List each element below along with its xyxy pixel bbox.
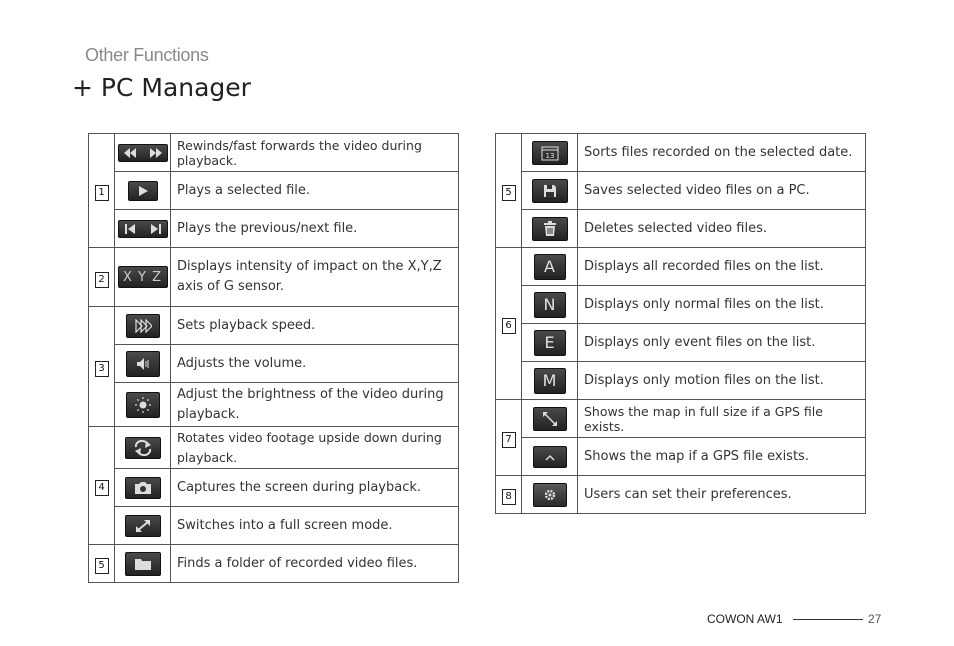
row-description: Users can set their preferences. [578, 476, 866, 514]
camera-icon [125, 477, 161, 499]
row-description: Displays only normal files on the list. [578, 286, 866, 324]
table-row [496, 400, 866, 438]
row-description: Adjust the brightness of the video during playback. [171, 383, 459, 427]
group-number: 5 [496, 134, 522, 248]
row-description: Rotates video footage upside down during playback. [171, 427, 459, 469]
table-row [89, 172, 459, 210]
row-description: Displays only event files on the list. [578, 324, 866, 362]
table-row [496, 438, 866, 476]
rotate-icon [125, 437, 161, 459]
table-row [89, 345, 459, 383]
section-label: Other Functions [85, 45, 209, 65]
table-row [89, 134, 459, 172]
calendar-icon-label: 13 [545, 151, 554, 160]
row-description: Sets playback speed. [171, 307, 459, 345]
fullscreen-icon [125, 515, 161, 537]
map-fullsize-icon [533, 407, 567, 431]
row-description: Deletes selected video files. [578, 210, 866, 248]
volume-icon [126, 351, 160, 377]
group-number: 2 [89, 248, 115, 307]
table-row [89, 469, 459, 507]
table-row [496, 476, 866, 514]
group-number: 7 [496, 400, 522, 476]
page-title: + PC Manager [72, 73, 251, 102]
row-description: Captures the screen during playback. [171, 469, 459, 507]
brightness-icon [126, 392, 160, 418]
playback-speed-icon [126, 314, 160, 338]
save-icon [532, 179, 568, 203]
normal-files-icon: N [534, 292, 566, 318]
row-description: Switches into a full screen mode. [171, 507, 459, 545]
page-number: 27 [868, 612, 882, 626]
event-files-icon: E [534, 330, 566, 356]
left-function-table [88, 133, 459, 583]
row-description: Displays only motion files on the list. [578, 362, 866, 400]
row-description: Finds a folder of recorded video files. [171, 545, 459, 583]
footer-divider [793, 619, 863, 620]
table-row [89, 545, 459, 583]
row-description: Saves selected video files on a PC. [578, 172, 866, 210]
footer-brand: COWON AW1 [707, 612, 783, 626]
table-row [89, 427, 459, 469]
row-description: Plays a selected file. [171, 172, 459, 210]
row-description: Displays intensity of impact on the X,Y,Z axis of G sensor. [171, 248, 459, 307]
folder-icon [125, 552, 161, 576]
map-show-icon [533, 446, 567, 468]
motion-files-icon: M [534, 368, 566, 394]
trash-icon [532, 217, 568, 241]
table-row [496, 134, 866, 172]
group-number: 3 [89, 307, 115, 427]
right-function-table [495, 133, 866, 514]
xyz-axis-icon: X Y Z [118, 266, 168, 288]
table-row [89, 248, 459, 307]
settings-icon [533, 483, 567, 507]
row-description: Rewinds/fast forwards the video during playback. [171, 134, 459, 172]
table-row [496, 362, 866, 400]
row-description: Plays the previous/next file. [171, 210, 459, 248]
group-number: 5 [89, 545, 115, 583]
play-icon [128, 181, 158, 201]
table-row [496, 286, 866, 324]
previous-next-icon [118, 220, 168, 238]
row-description: Adjusts the volume. [171, 345, 459, 383]
table-row [496, 172, 866, 210]
table-row [496, 248, 866, 286]
group-number: 4 [89, 427, 115, 545]
table-row [89, 307, 459, 345]
row-description: Shows the map if a GPS file exists. [578, 438, 866, 476]
table-row [89, 210, 459, 248]
group-number: 6 [496, 248, 522, 400]
table-row [89, 507, 459, 545]
all-files-icon: A [534, 254, 566, 280]
table-row [496, 210, 866, 248]
table-row [496, 324, 866, 362]
table-row [89, 383, 459, 427]
row-description: Shows the map in full size if a GPS file exists. [578, 400, 866, 438]
row-description: Sorts files recorded on the selected date. [578, 134, 866, 172]
rewind-fastforward-icon [118, 144, 168, 162]
group-number: 1 [89, 134, 115, 248]
group-number: 8 [496, 476, 522, 514]
row-description: Displays all recorded files on the list. [578, 248, 866, 286]
calendar-icon [532, 141, 568, 165]
